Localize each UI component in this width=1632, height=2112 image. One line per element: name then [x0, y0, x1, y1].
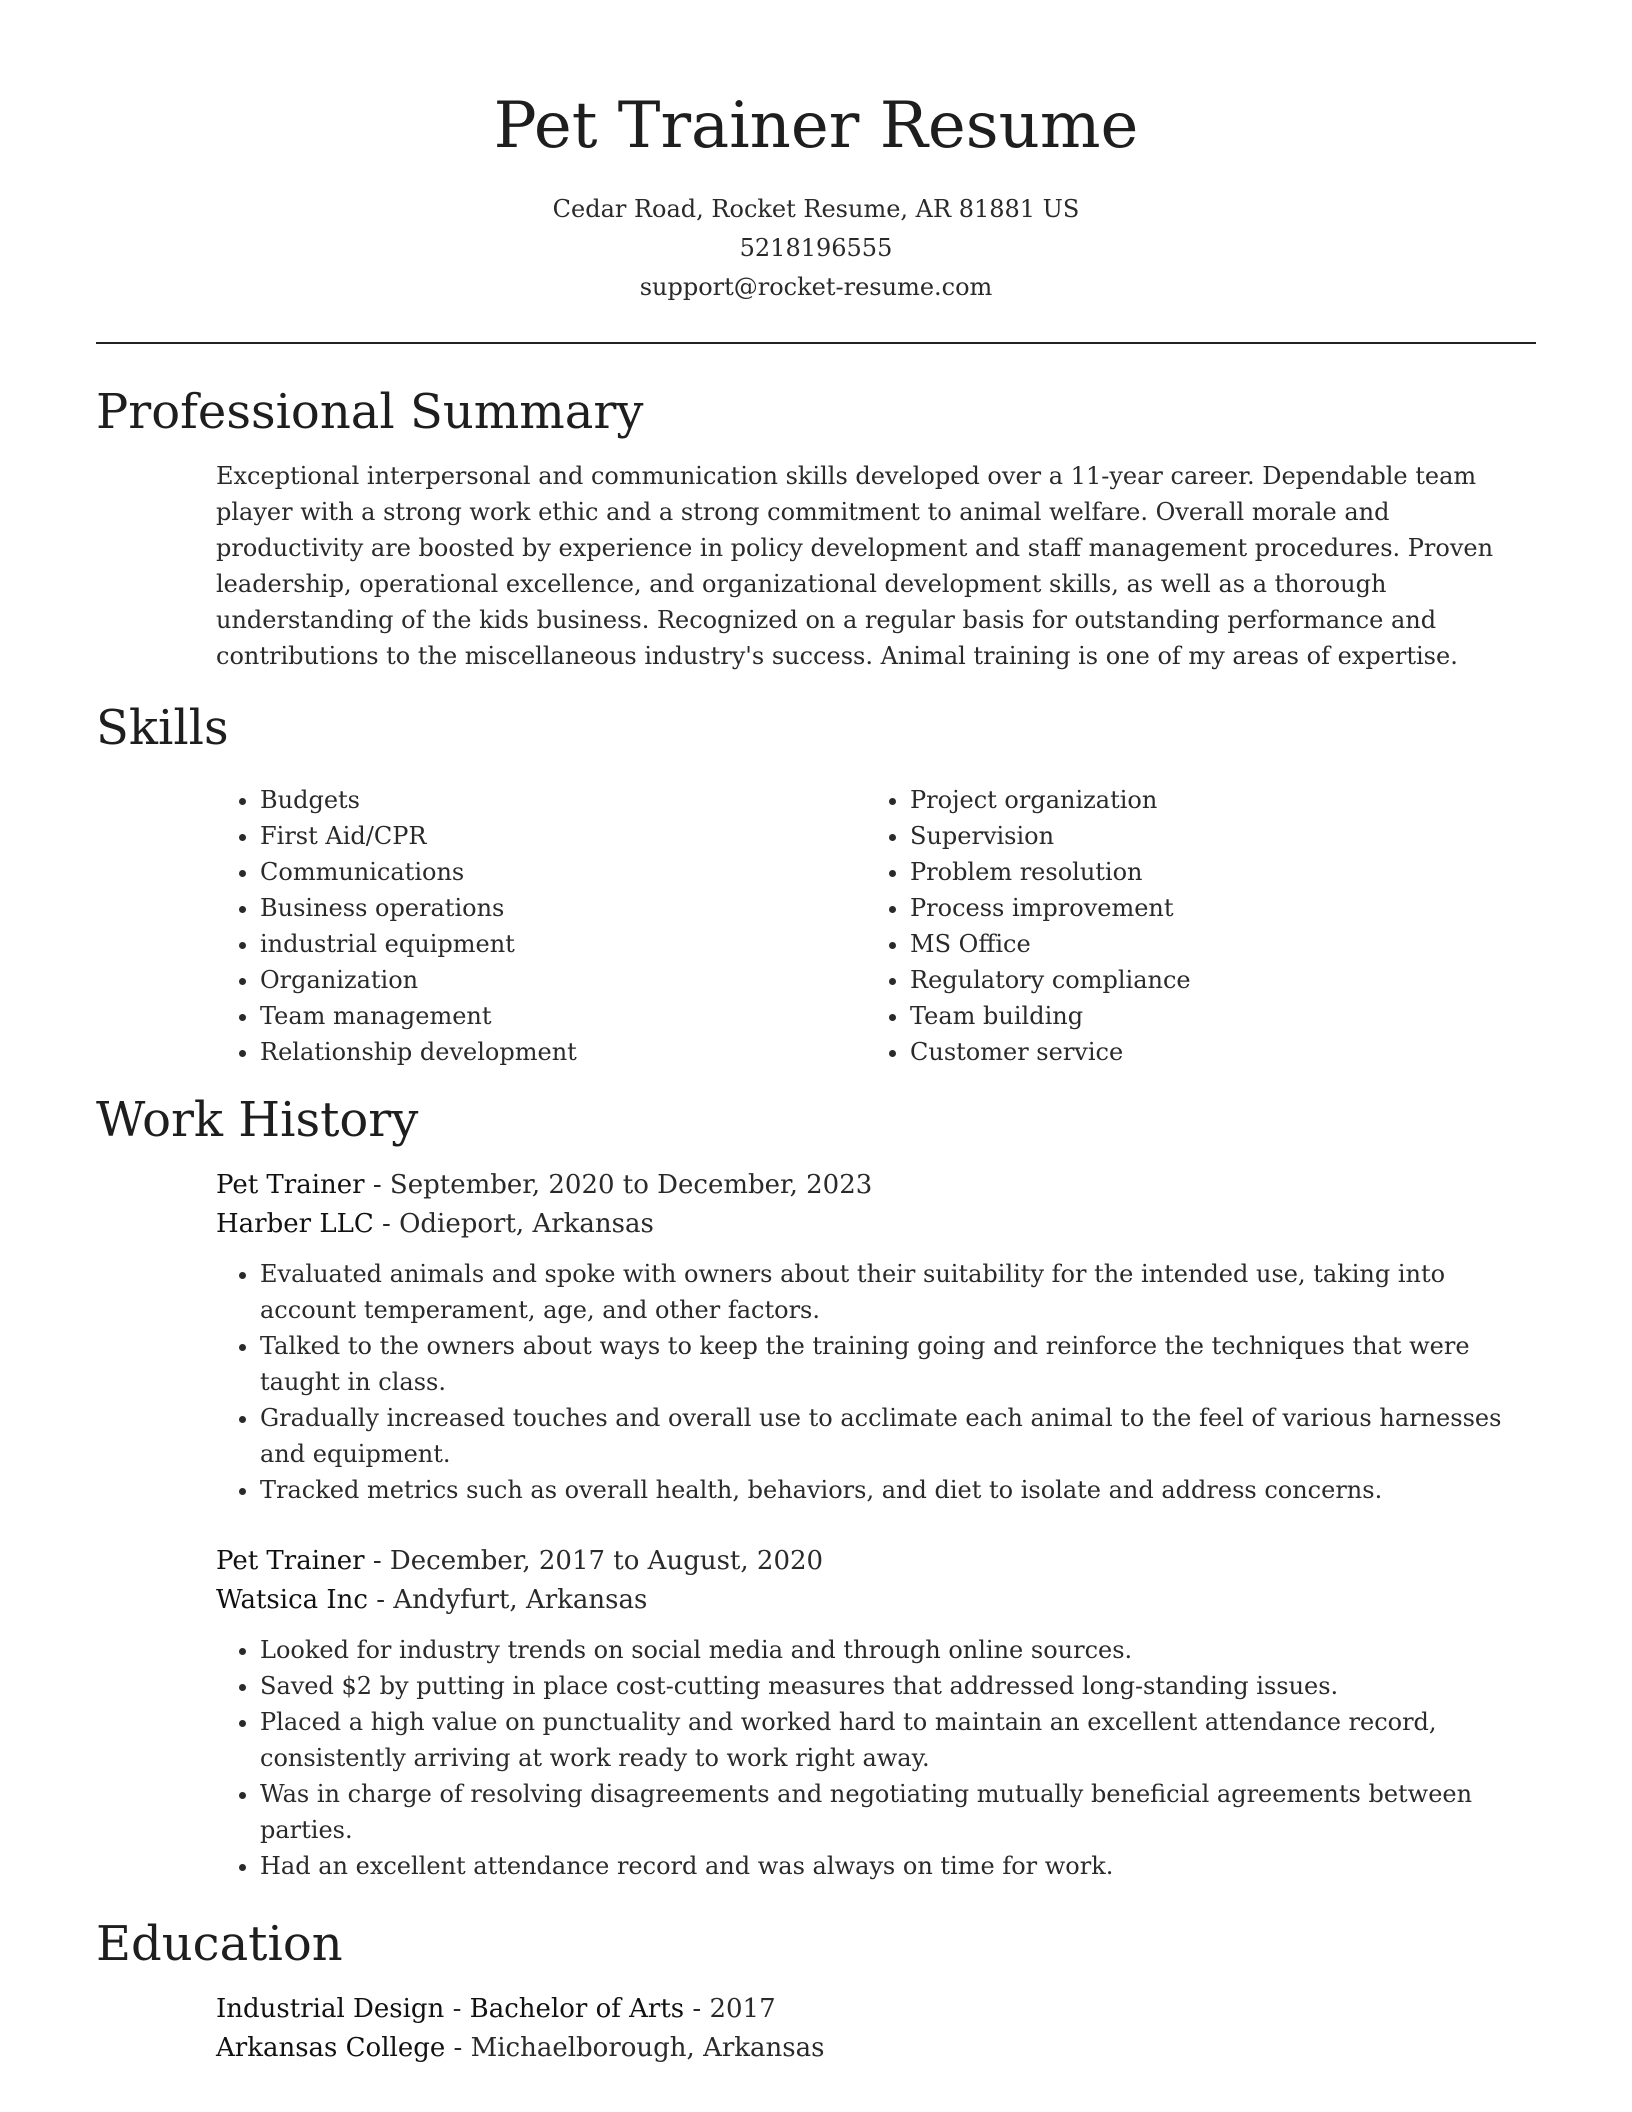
- skills-column-left: [216, 782, 866, 1070]
- summary-heading: Professional Summary: [96, 384, 644, 440]
- job-title-line: Pet Trainer - December, 2017 to August, 2020: [216, 1546, 824, 1576]
- job-bullet: • Placed a high value on punctuality and worked hard to maintain an excellent attendance record, consistently arriving at work ready to work right away.: [260, 1704, 1536, 1776]
- job-title: Pet Trainer: [216, 1546, 365, 1576]
- job-bullet: • Gradually increased touches and overall use to acclimate each animal to the feel of various harnesses and equipment.: [260, 1400, 1536, 1472]
- job-bullet: • Talked to the owners about ways to keep the training going and reinforce the techniques that were taught in class.: [260, 1328, 1536, 1400]
- job-bullets: [216, 1256, 1536, 1508]
- education-location: Michaelborough, Arkansas: [470, 2033, 825, 2063]
- skills-section: [216, 782, 1536, 1070]
- job-bullet: • Looked for industry trends on social media and through online sources.: [260, 1632, 1536, 1668]
- job-bullet: • Had an excellent attendance record and was always on time for work.: [260, 1848, 1536, 1884]
- job-company: Watsica Inc: [216, 1585, 368, 1615]
- skill-item: • Problem resolution: [910, 854, 1516, 890]
- skill-item: • Team building: [910, 998, 1516, 1034]
- header-divider: [96, 342, 1536, 344]
- job-bullet: • Evaluated animals and spoke with owners about their suitability for the intended use, taking into account temperament, age, and other factors.: [260, 1256, 1536, 1328]
- job-bullet: • Saved $2 by putting in place cost-cutting measures that addressed long-standing issues.: [260, 1668, 1536, 1704]
- skills-column-right: [866, 782, 1516, 1070]
- skill-item: • Regulatory compliance: [910, 962, 1516, 998]
- contact-email: support@rocket-resume.com: [639, 273, 993, 301]
- summary-section: [216, 458, 1536, 674]
- job-company-line: Harber LLC - Odieport, Arkansas: [216, 1209, 654, 1239]
- resume-title: Pet Trainer Resume: [493, 89, 1139, 163]
- skill-item: • industrial equipment: [260, 926, 866, 962]
- skill-item: • Supervision: [910, 818, 1516, 854]
- skill-item: • Budgets: [260, 782, 866, 818]
- education-degree: Bachelor of Arts: [469, 1994, 685, 2024]
- job-dates: September, 2020 to December, 2023: [389, 1170, 873, 1200]
- summary-text: Exceptional interpersonal and communication skills developed over a 11-year career. Dependable team player with a strong work ethic and a strong commitment to animal welfare. Overall morale and productivity are boosted by experience in policy development and staff management procedures. Proven leadership, operational excellence, and organizational development skills, as well as a thorough understanding of the kids business. Recognized on a regular basis for outstanding performance and contributions to the miscellaneous industry's success. Animal training is one of my areas of expertise.: [216, 462, 1494, 670]
- skills-list-right: [866, 782, 1516, 1070]
- education-heading: Education: [96, 1916, 343, 1972]
- skill-item: • Project organization: [910, 782, 1516, 818]
- work-heading: Work History: [96, 1092, 419, 1148]
- education-school-line: Arkansas College - Michaelborough, Arkansas: [216, 2033, 825, 2063]
- job-location: Odieport, Arkansas: [399, 1209, 654, 1239]
- skill-item: • Relationship development: [260, 1034, 866, 1070]
- skills-list-left: [216, 782, 866, 1070]
- education-entry: [216, 1990, 1536, 2068]
- job-bullet: • Tracked metrics such as overall health, behaviors, and diet to isolate and address concerns.: [260, 1472, 1536, 1508]
- job-location: Andyfurt, Arkansas: [393, 1585, 648, 1615]
- contact-info: [0, 190, 1632, 307]
- job-title-line: Pet Trainer - September, 2020 to December, 2023: [216, 1170, 873, 1200]
- education-school: Arkansas College: [216, 2033, 446, 2063]
- skill-item: • Communications: [260, 854, 866, 890]
- job-title: Pet Trainer: [216, 1170, 365, 1200]
- job-bullet: • Was in charge of resolving disagreements and negotiating mutually beneficial agreements between parties.: [260, 1776, 1536, 1848]
- skill-item: • Team management: [260, 998, 866, 1034]
- job-entry: [216, 1166, 1536, 1508]
- skill-item: • MS Office: [910, 926, 1516, 962]
- skill-item: • Customer service: [910, 1034, 1516, 1070]
- skill-item: • First Aid/CPR: [260, 818, 866, 854]
- skill-item: • Organization: [260, 962, 866, 998]
- skill-item: • Business operations: [260, 890, 866, 926]
- contact-phone: 5218196555: [739, 234, 893, 262]
- job-company-line: Watsica Inc - Andyfurt, Arkansas: [216, 1585, 648, 1615]
- skills-heading: Skills: [96, 700, 229, 756]
- job-entry: [216, 1542, 1536, 1884]
- job-company: Harber LLC: [216, 1209, 374, 1239]
- job-bullets: [216, 1632, 1536, 1884]
- education-degree-line: Industrial Design - Bachelor of Arts - 2017: [216, 1994, 776, 2024]
- education-year: 2017: [709, 1994, 776, 2024]
- job-dates: December, 2017 to August, 2020: [389, 1546, 824, 1576]
- resume-header: [0, 84, 1632, 307]
- contact-address: Cedar Road, Rocket Resume, AR 81881 US: [552, 195, 1080, 223]
- education-field: Industrial Design: [216, 1994, 445, 2024]
- skill-item: • Process improvement: [910, 890, 1516, 926]
